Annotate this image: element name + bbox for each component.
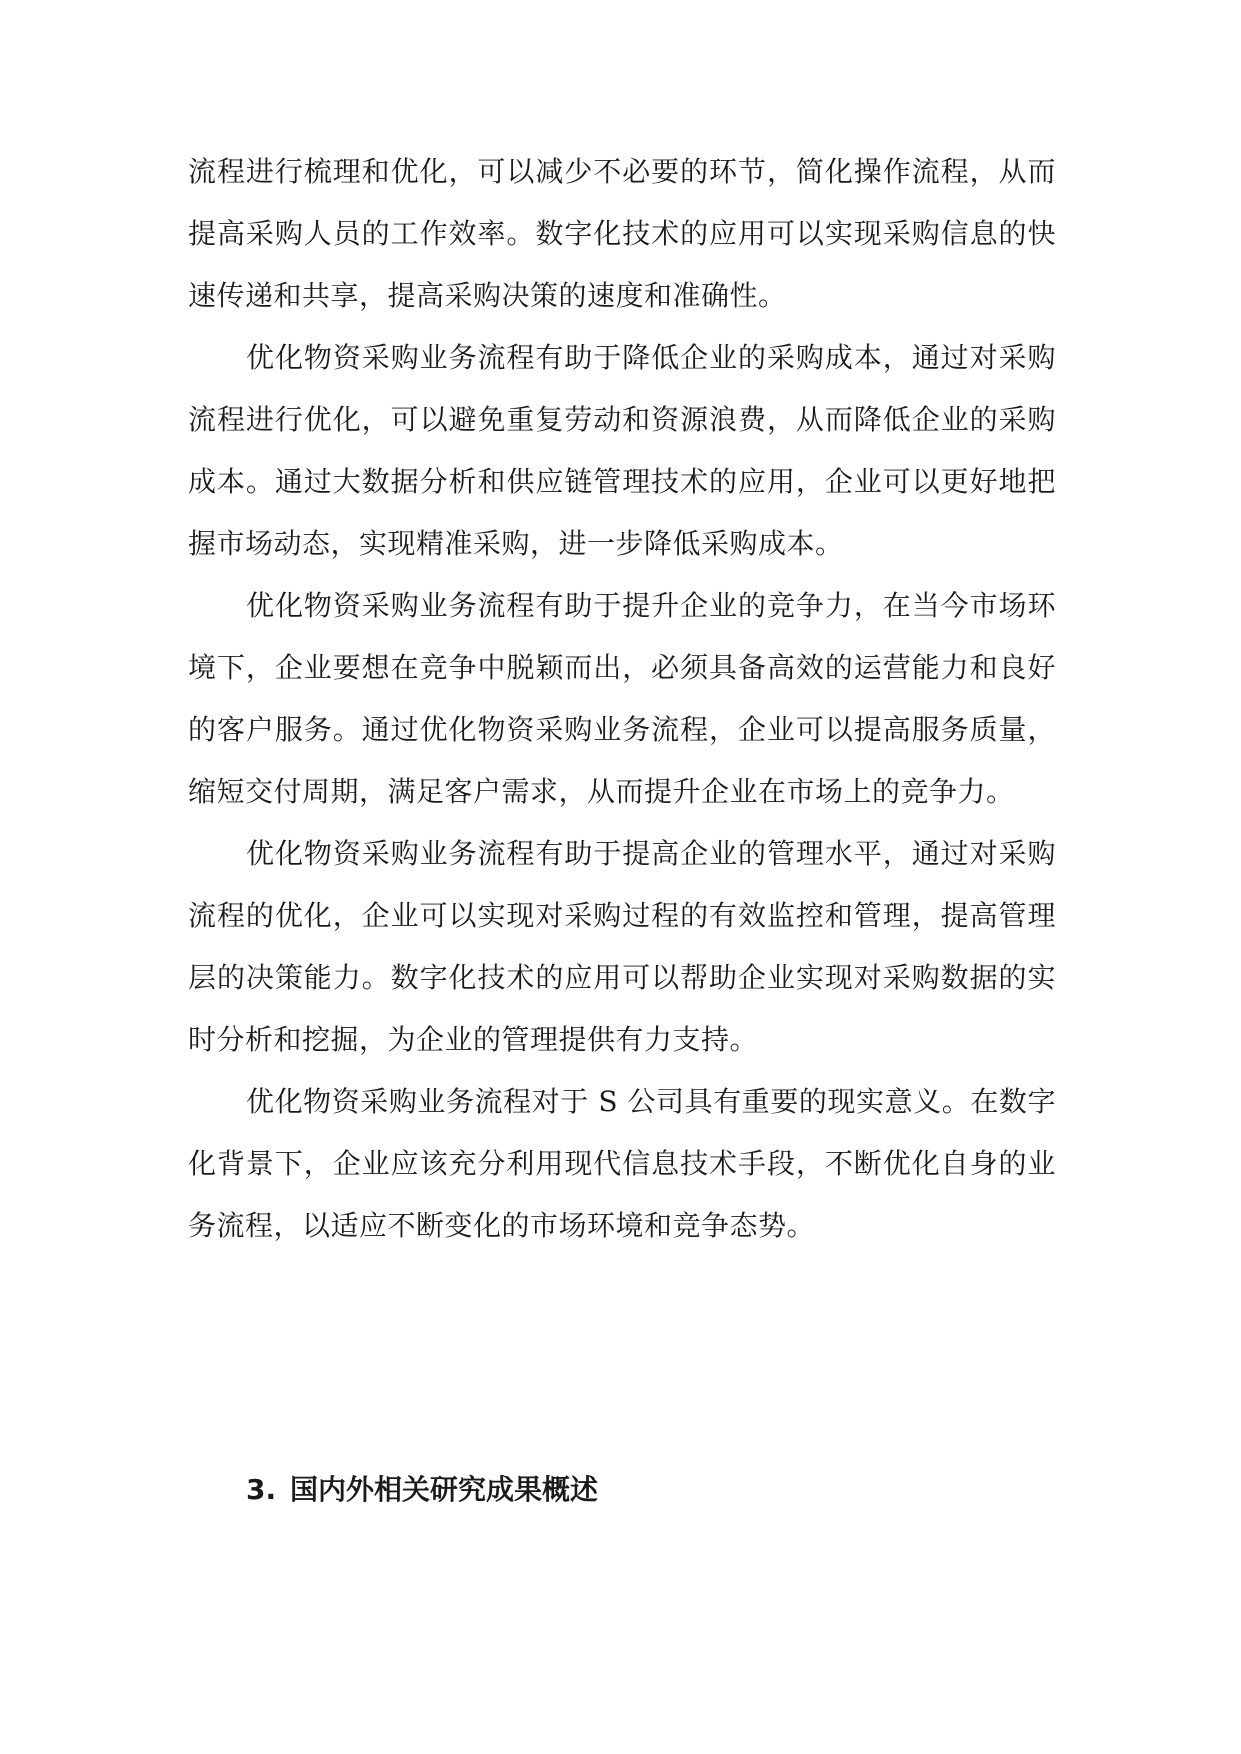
paragraph-2: 优化物资采购业务流程有助于降低企业的采购成本，通过对采购流程进行优化，可以避免重复劳动和资源浪费，从而降低企业的采购成本。通过大数据分析和供应链管理技术的应用，企业可以更好地把握市场动态，实现精准采购，进一步降低采购成本。 [188,341,1056,560]
paragraph-3: 优化物资采购业务流程有助于提升企业的竞争力，在当今市场环境下，企业要想在竞争中脱颖而出，必须具备高效的运营能力和良好的客户服务。通过优化物资采购业务流程，企业可以提高服务质量，缩短交付周期，满足客户需求，从而提升企业在市场上的竞争力。 [188,589,1056,808]
section-title: 国内外相关研究成果概述 [290,1473,599,1506]
document-body [188,141,1056,1257]
paragraph-1: 流程进行梳理和优化，可以减少不必要的环节，简化操作流程，从而提高采购人员的工作效率。数字化技术的应用可以实现采购信息的快速传递和共享，提高采购决策的速度和准确性。 [188,155,1056,312]
paragraph-4: 优化物资采购业务流程有助于提高企业的管理水平，通过对采购流程的优化，企业可以实现对采购过程的有效监控和管理，提高管理层的决策能力。数字化技术的应用可以帮助企业实现对采购数据的实时分析和挖掘，为企业的管理提供有力支持。 [188,837,1056,1056]
section-heading [246,1470,598,1510]
section-number: 3. [246,1473,277,1506]
paragraph-5: 优化物资采购业务流程对于 S 公司具有重要的现实意义。在数字化背景下，企业应该充分利用现代信息技术手段，不断优化自身的业务流程，以适应不断变化的市场环境和竞争态势。 [188,1085,1056,1242]
